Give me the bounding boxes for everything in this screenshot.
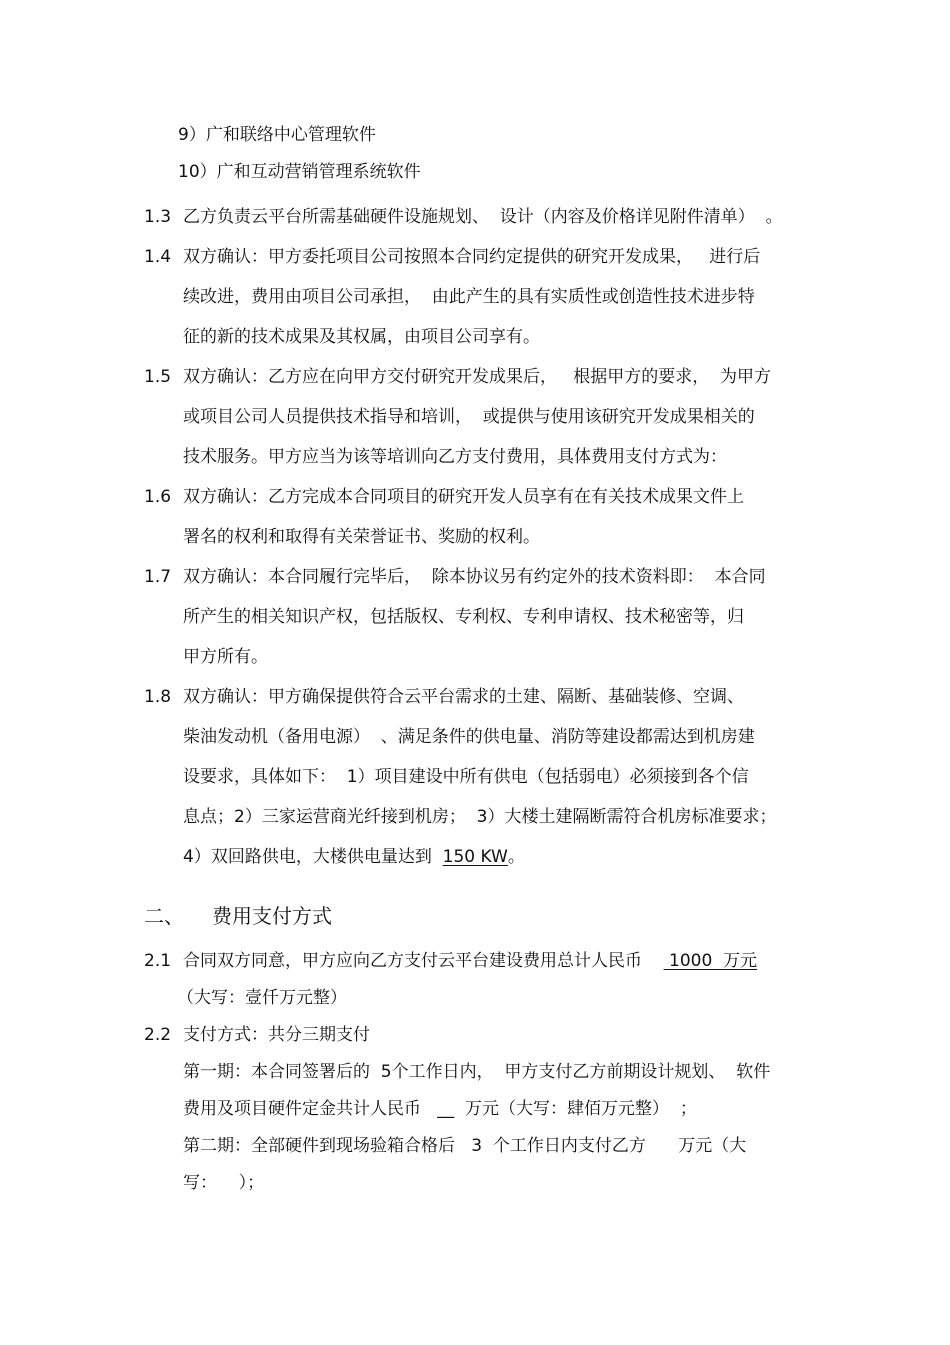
clause-number-1-5: 1.5 bbox=[144, 367, 172, 387]
clause-1-5-line-1: 双方确认：乙方应在向甲方交付研究开发成果后， 根据甲方的要求， 为甲方 bbox=[183, 367, 772, 387]
clause-1-5-line-3: 技术服务。甲方应当为该等培训向乙方支付费用，具体费用支付方式为： bbox=[183, 447, 727, 467]
clause-number-1-3: 1.3 bbox=[144, 207, 172, 227]
clause-2-1-line-1 bbox=[183, 950, 757, 972]
clause-1-8-line-5-text: 4）双回路供电，大楼供电量达到 bbox=[183, 847, 443, 867]
clause-1-4-line-1: 双方确认：甲方委托项目公司按照本合同约定提供的研究开发成果， 进行后 bbox=[183, 247, 761, 267]
clause-number-1-8: 1.8 bbox=[144, 687, 172, 707]
clause-number-1-6: 1.6 bbox=[144, 487, 172, 507]
clause-2-1-line-1-text: 合同双方同意，甲方应向乙方支付云平台建设费用总计人民币 bbox=[183, 951, 664, 971]
clause-1-4-line-3: 征的新的技术成果及其权属，由项目公司享有。 bbox=[183, 327, 540, 347]
clause-1-6-line-1: 双方确认：乙方完成本合同项目的研究开发人员享有在有关技术成果文件上 bbox=[183, 487, 744, 507]
clause-1-7-line-1: 双方确认：本合同履行完毕后， 除本协议另有约定外的技术资料即： 本合同 bbox=[183, 567, 766, 587]
clause-1-8-line-5-end: 。 bbox=[507, 847, 525, 867]
clause-2-2-line-1: 支付方式：共分三期支付 bbox=[183, 1025, 370, 1045]
payment-phase-2-line-2: 写： ）； bbox=[183, 1173, 265, 1193]
power-capacity-value: 150 KW bbox=[442, 847, 508, 867]
clause-1-5-line-2: 或项目公司人员提供技术指导和培训， 或提供与使用该研究开发成果相关的 bbox=[183, 407, 755, 427]
payment-phase-1-line-1: 第一期：本合同签署后的 5个工作日内， 甲方支付乙方前期设计规划、 软件 bbox=[183, 1062, 771, 1082]
clause-number-1-4: 1.4 bbox=[144, 247, 172, 267]
list-item-9: 9）广和联络中心管理软件 bbox=[178, 125, 376, 145]
total-fee-value: 1000 万元 bbox=[663, 951, 758, 971]
payment-phase-1-text: 费用及项目硬件定金共计人民币 bbox=[183, 1099, 438, 1119]
clause-number-1-7: 1.7 bbox=[144, 567, 172, 587]
section-2-number: 二、 bbox=[144, 904, 184, 928]
payment-phase-2-line-1: 第二期：全部硬件到现场验箱合格后 3 个工作日内支付乙方 万元（大 bbox=[183, 1136, 747, 1156]
payment-phase-1-line-2 bbox=[183, 1098, 697, 1120]
clause-number-2-2: 2.2 bbox=[144, 1025, 172, 1045]
clause-2-1-line-2: （大写：壹仟万元整） bbox=[177, 988, 347, 1008]
list-item-10: 10）广和互动营销管理系统软件 bbox=[178, 162, 421, 182]
payment-phase-1-end: 万元（大写：肆佰万元整） ； bbox=[454, 1099, 697, 1119]
clause-1-8-line-4: 息点；2）三家运营商光纤接到机房； 3）大楼土建隔断需符合机房标准要求； bbox=[183, 807, 777, 827]
section-2-title: 费用支付方式 bbox=[212, 904, 332, 928]
clause-1-8-line-2: 柴油发动机（备用电源） 、满足条件的供电量、消防等建设都需达到机房建 bbox=[183, 727, 755, 747]
clause-1-7-line-2: 所产生的相关知识产权，包括版权、专利权、专利申请权、技术秘密等，归 bbox=[183, 607, 744, 627]
payment-phase-1-blank: __ bbox=[437, 1099, 455, 1119]
clause-1-4-line-2: 续改进，费用由项目公司承担， 由此产生的具有实质性或创造性技术进步特 bbox=[183, 287, 755, 307]
clause-number-2-1: 2.1 bbox=[144, 951, 172, 971]
clause-1-8-line-1: 双方确认：甲方确保提供符合云平台需求的土建、隔断、基础装修、空调、 bbox=[183, 687, 744, 707]
clause-1-6-line-2: 署名的权利和取得有关荣誉证书、奖励的权利。 bbox=[183, 527, 540, 547]
clause-1-7-line-3: 甲方所有。 bbox=[183, 647, 268, 667]
clause-1-3-line-1: 乙方负责云平台所需基础硬件设施规划、 设计（内容及价格详见附件清单） 。 bbox=[183, 207, 783, 227]
clause-1-8-line-5 bbox=[183, 846, 525, 868]
clause-1-8-line-3: 设要求，具体如下： 1）项目建设中所有供电（包括弱电）必须接到各个信 bbox=[183, 767, 749, 787]
